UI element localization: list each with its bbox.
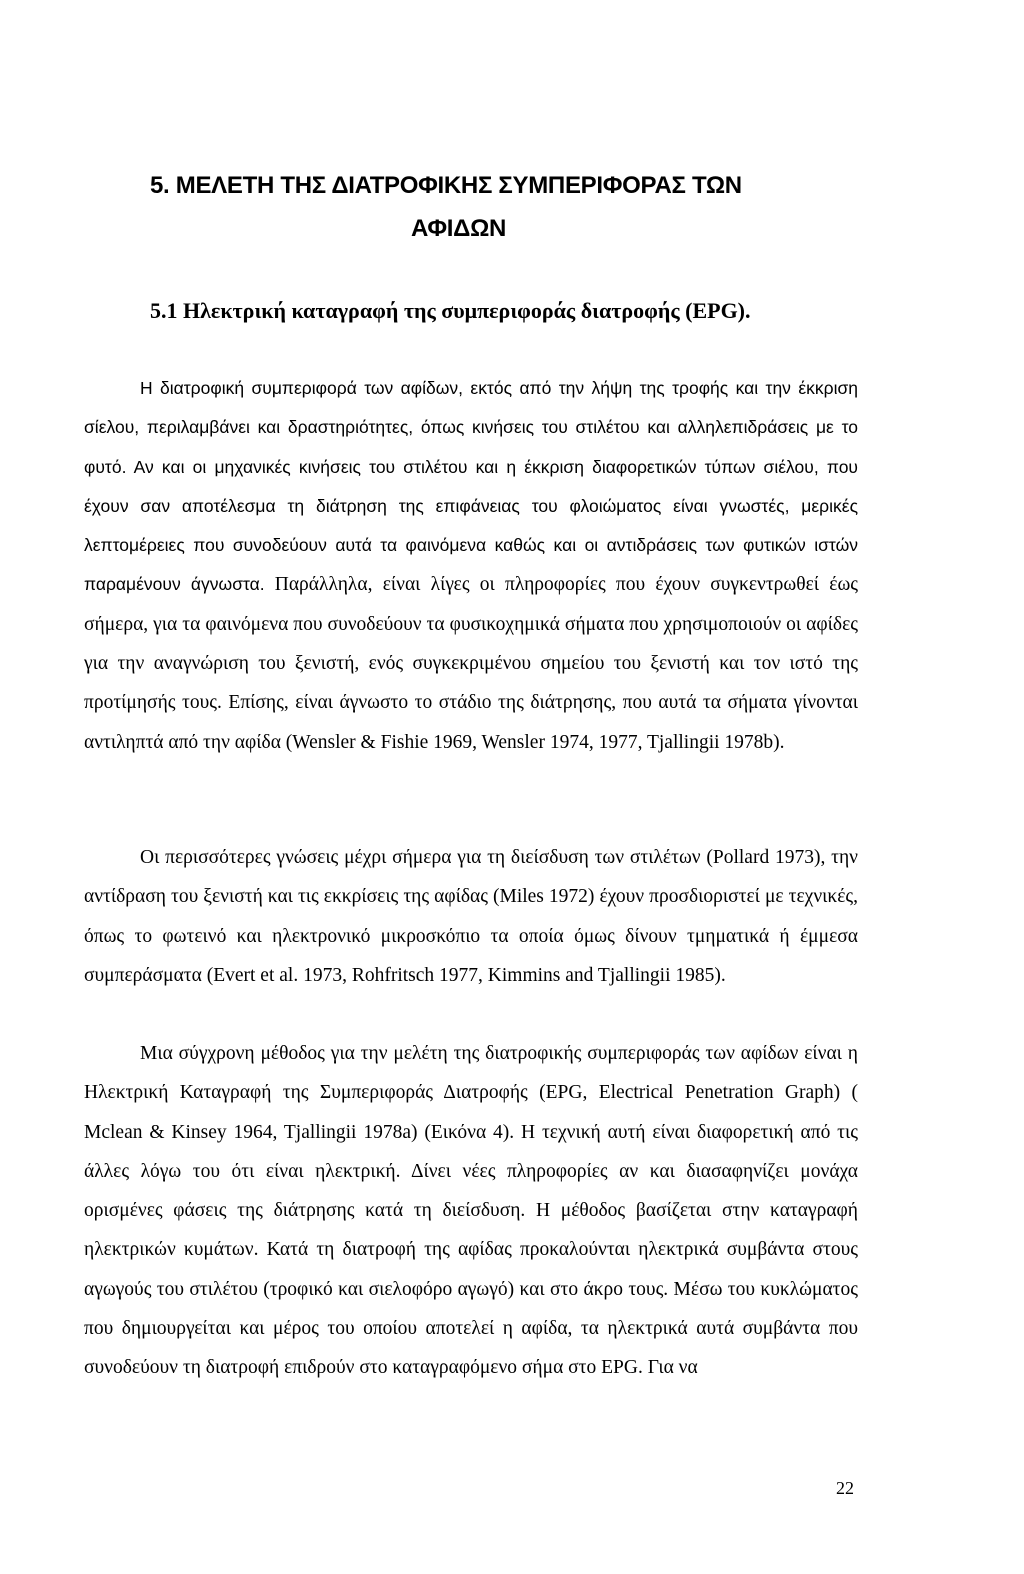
- page-number: 22: [836, 1478, 854, 1498]
- paragraph-2-text: Οι περισσότερες γνώσεις μέχρι σήμερα για τη διείσδυση των στιλέτων (Pollard 1973), την αντίδραση του ξενιστή και τις εκκρίσεις της αφίδας (Miles 1972) έχουν προσδιοριστεί με τεχνικές, όπως το φωτεινό και ηλεκτρονικό μικροσκόπιο τα οποία όμως δίνουν τμηματικά ή έμμεσα συμπεράσματα (Evert et al. 1973, Rohfritsch 1977, Kimmins and Tjallingii 1985).: [84, 847, 858, 986]
- paragraph-1-sans-part: Η διατροφική συμπεριφορά των αφίδων, εκτός από την λήψη της τροφής και την έκκριση σίελου, περιλαμβάνει και δραστηριότητες, όπως κινήσεις του στιλέτου και αλληλεπιδράσεις με το φυτό. Αν και οι μηχανικές κινήσεις του στιλέτου και η έκκριση διαφορετικών τύπων σιέλου, που έχουν σαν αποτέλεσμα τη διάτρηση της επιφάνειας του φλοιώματος είναι γνωστές, μερικές λεπτομέρειες που συνοδεύουν αυτά τα φαινόμενα καθώς και οι αντιδράσεις των φυτικών ιστών παραμένουν άγνωστα.: [84, 378, 858, 595]
- paragraph-1-serif-part: Παράλληλα, είναι λίγες οι πληροφορίες που έχουν συγκεντρωθεί έως σήμερα, για τα φαινόμενα που συνοδεύουν τα φυσικοχημικά σήματα που χρησιμοποιούν οι αφίδες για την αναγνώριση του ξενιστή, ενός συγκεκριμένου σημείου του ξενιστή και τον ιστό της προτίμησής τους. Επίσης, είναι άγνωστο το στάδιο της διάτρησης, που αυτά τα σήματα γίνονται αντιληπτά από την αφίδα (Wensler & Fishie 1969, Wensler 1974, 1977, Tjallingii 1978b).: [84, 574, 858, 753]
- paragraph-3: [84, 1034, 858, 1388]
- paragraph-1: [84, 369, 858, 762]
- chapter-title-line-2: ΑΦΙΔΩΝ: [411, 215, 507, 242]
- paragraph-2: [84, 838, 858, 995]
- chapter-title-line-1: 5. ΜΕΛΕΤΗ ΤΗΣ ΔΙΑΤΡΟΦΙΚΗΣ ΣΥΜΠΕΡΙΦΟΡΑΣ ΤΩΝ: [150, 172, 742, 199]
- paragraph-3-text: Μια σύγχρονη μέθοδος για την μελέτη της διατροφικής συμπεριφοράς των αφίδων είναι η Ηλεκτρική Καταγραφή της Συμπεριφοράς Διατροφής (EPG, Electrical Penetration Graph) ( Mclean & Kinsey 1964, Tjallingii 1978a) (Εικόνα 4). Η τεχνική αυτή είναι διαφορετική από τις άλλες λόγω του ότι είναι ηλεκτρική. Δίνει νέες πληροφορίες αν και διασαφηνίζει μονάχα ορισμένες φάσεις της διάτρησης κατά τη διείσδυση. Η μέθοδος βασίζεται στην καταγραφή ηλεκτρικών κυμάτων. Κατά τη διατροφή της αφίδας προκαλούνται ηλεκτρικά συμβάντα στους αγωγούς του στιλέτου (τροφικό και σιελοφόρο αγωγό) και στο άκρο τους. Μέσω του κυκλώματος που δημιουργείται και μέρος του οποίου αποτελεί η αφίδα, τα ηλεκτρικά αυτά συμβάντα που συνοδεύουν τη διατροφή επιδρούν στο καταγραφόμενο σήμα στο EPG. Για να: [84, 1043, 858, 1379]
- section-title: 5.1 Ηλεκτρική καταγραφή της συμπεριφοράς διατροφής (EPG).: [150, 298, 751, 323]
